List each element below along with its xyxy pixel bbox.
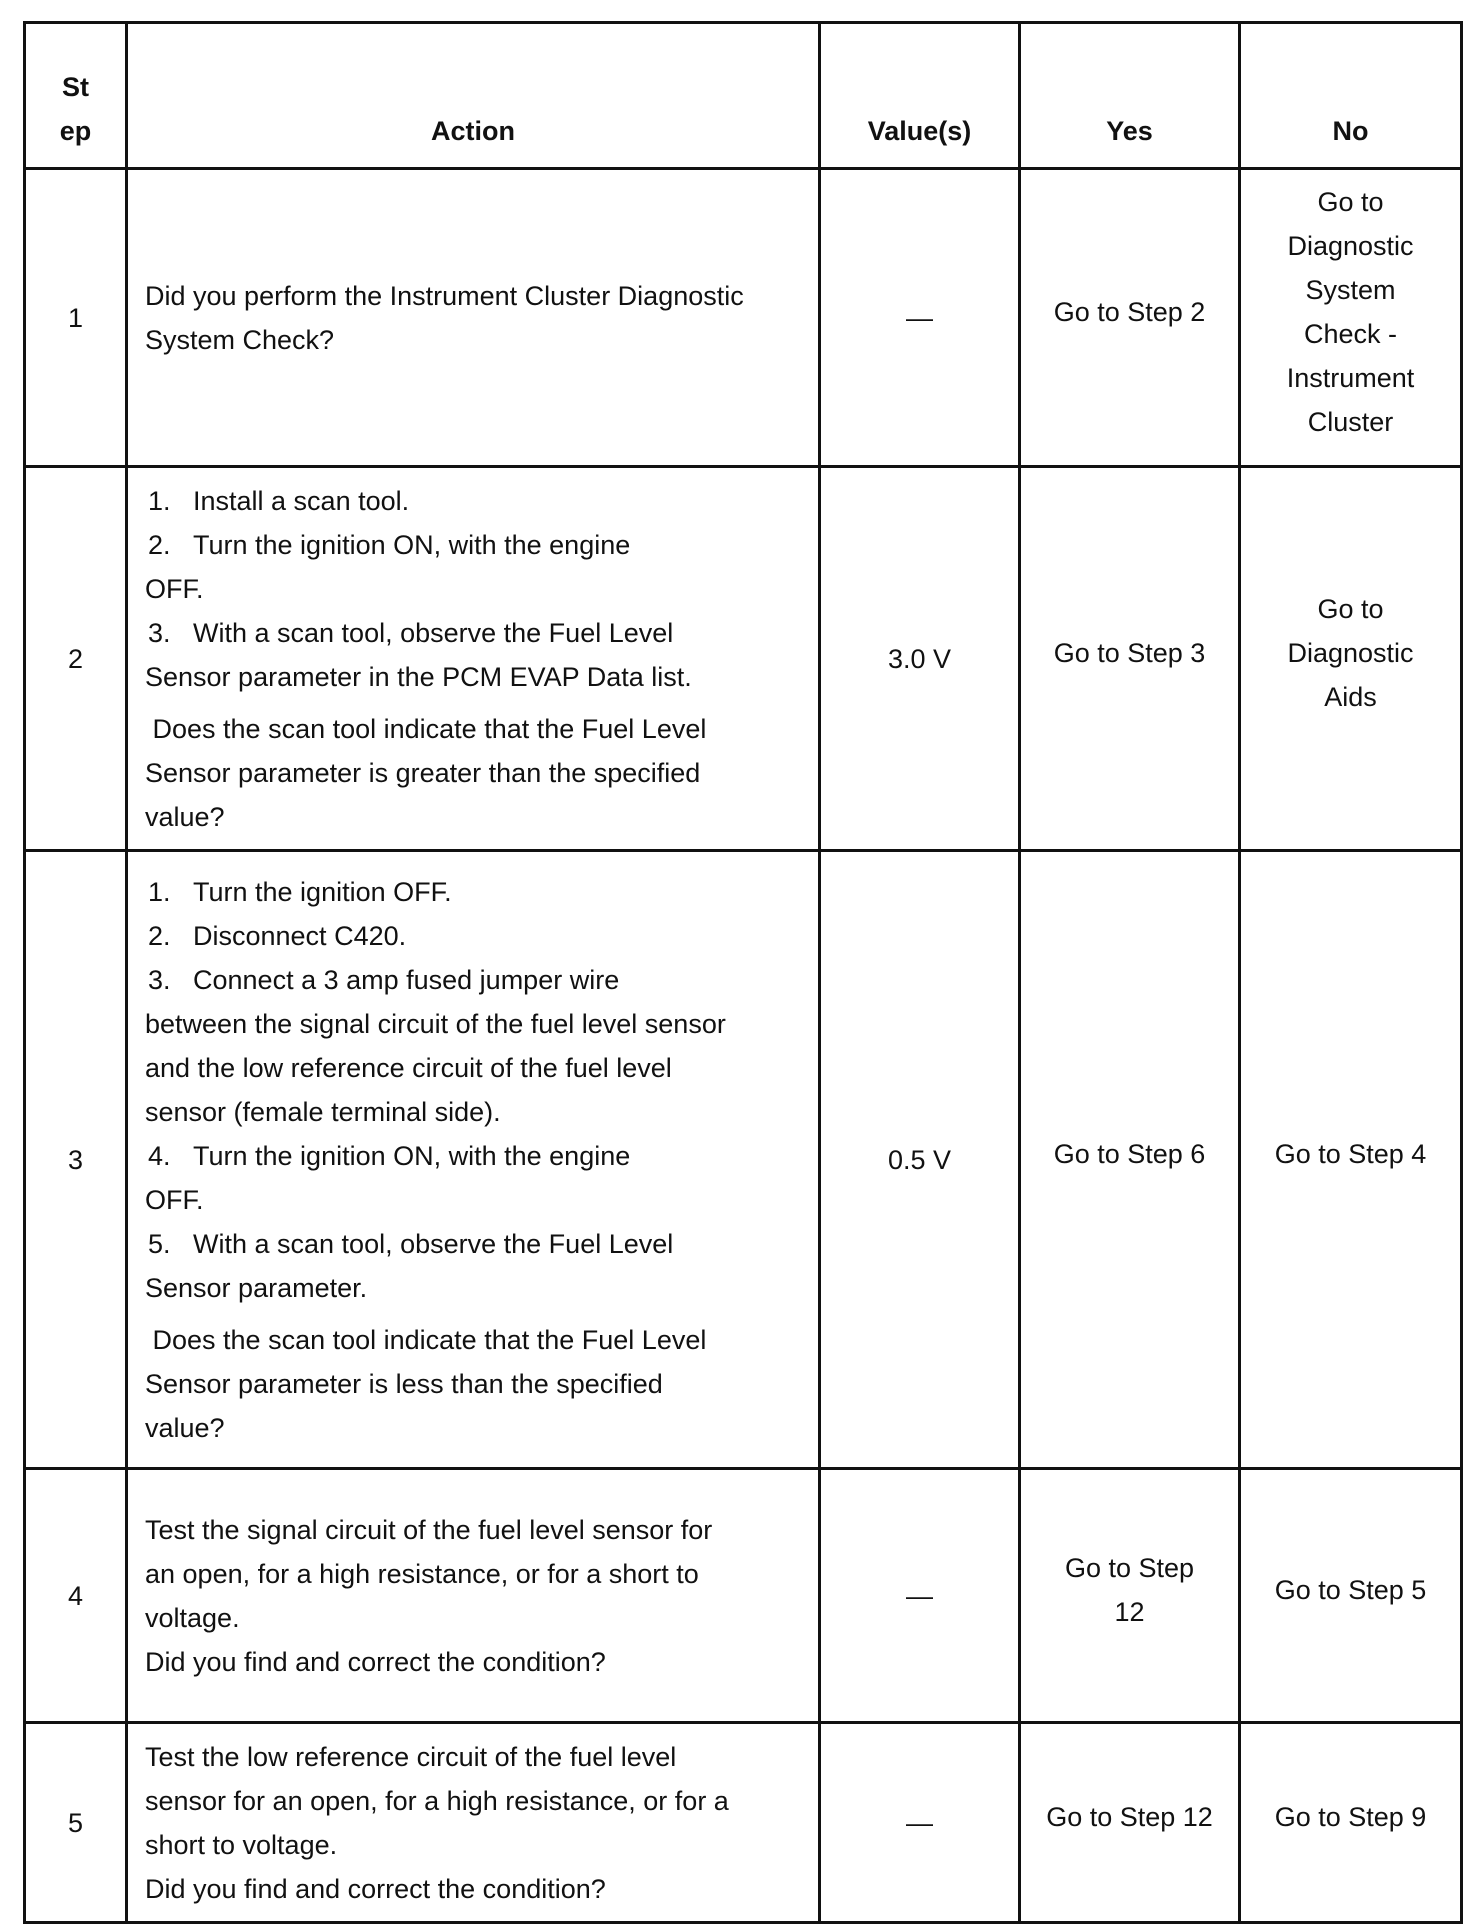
no-cell: Go to Step 9 — [1240, 1723, 1462, 1923]
action-cell: Test the signal circuit of the fuel level sensor for an open, for a high resistance, or for a short to voltage. Did you find and correct the condition? — [127, 1469, 820, 1723]
action-cell: Did you perform the Instrument Cluster Diagnostic System Check? — [127, 169, 820, 467]
yes-cell: Go to Step 12 — [1020, 1469, 1240, 1723]
step-number: 4 — [25, 1469, 127, 1723]
step-number: 1 — [25, 169, 127, 467]
no-cell: Go to Diagnostic System Check - Instrument Cluster — [1240, 169, 1462, 467]
table-row — [25, 467, 1462, 851]
header-row — [25, 23, 1462, 169]
action-cell: Test the low reference circuit of the fuel level sensor for an open, for a high resistance, or for a short to voltage. Did you find and correct the condition? — [127, 1723, 820, 1923]
value-cell: — — [820, 1723, 1020, 1923]
value-cell: 3.0 V — [820, 467, 1020, 851]
header-action: Action — [127, 23, 820, 169]
no-cell: Go to Diagnostic Aids — [1240, 467, 1462, 851]
yes-cell: Go to Step 12 — [1020, 1723, 1240, 1923]
no-cell: Go to Step 4 — [1240, 851, 1462, 1469]
step-number: 2 — [25, 467, 127, 851]
action-cell: 1. Turn the ignition OFF. 2. Disconnect C420. 3. Connect a 3 amp fused jumper wire between the signal circuit of the fuel level sensor and the low reference circuit of the fuel level sensor (female terminal side). 4. Turn the ignition ON, with the engine OFF. 5. With a scan tool, observe the Fuel Level Sensor parameter. Does the scan tool indicate that the Fuel Level Sensor parameter is less than the specified value? — [127, 851, 820, 1469]
header-values: Value(s) — [820, 23, 1020, 169]
table-row — [25, 1469, 1462, 1723]
yes-cell: Go to Step 6 — [1020, 851, 1240, 1469]
table-row — [25, 169, 1462, 467]
header-yes: Yes — [1020, 23, 1240, 169]
header-no: No — [1240, 23, 1462, 169]
no-cell: Go to Step 5 — [1240, 1469, 1462, 1723]
yes-cell: Go to Step 2 — [1020, 169, 1240, 467]
header-step: St ep — [25, 23, 127, 169]
value-cell: — — [820, 169, 1020, 467]
table-row — [25, 851, 1462, 1469]
action-cell: 1. Install a scan tool. 2. Turn the ignition ON, with the engine OFF. 3. With a scan tool, observe the Fuel Level Sensor parameter in the PCM EVAP Data list. Does the scan tool indicate that the Fuel Level Sensor parameter is greater than the specified value? — [127, 467, 820, 851]
step-number: 3 — [25, 851, 127, 1469]
table-row — [25, 1723, 1462, 1923]
value-cell: — — [820, 1469, 1020, 1723]
diagnostic-table — [23, 21, 1463, 1924]
value-cell: 0.5 V — [820, 851, 1020, 1469]
yes-cell: Go to Step 3 — [1020, 467, 1240, 851]
step-number: 5 — [25, 1723, 127, 1923]
